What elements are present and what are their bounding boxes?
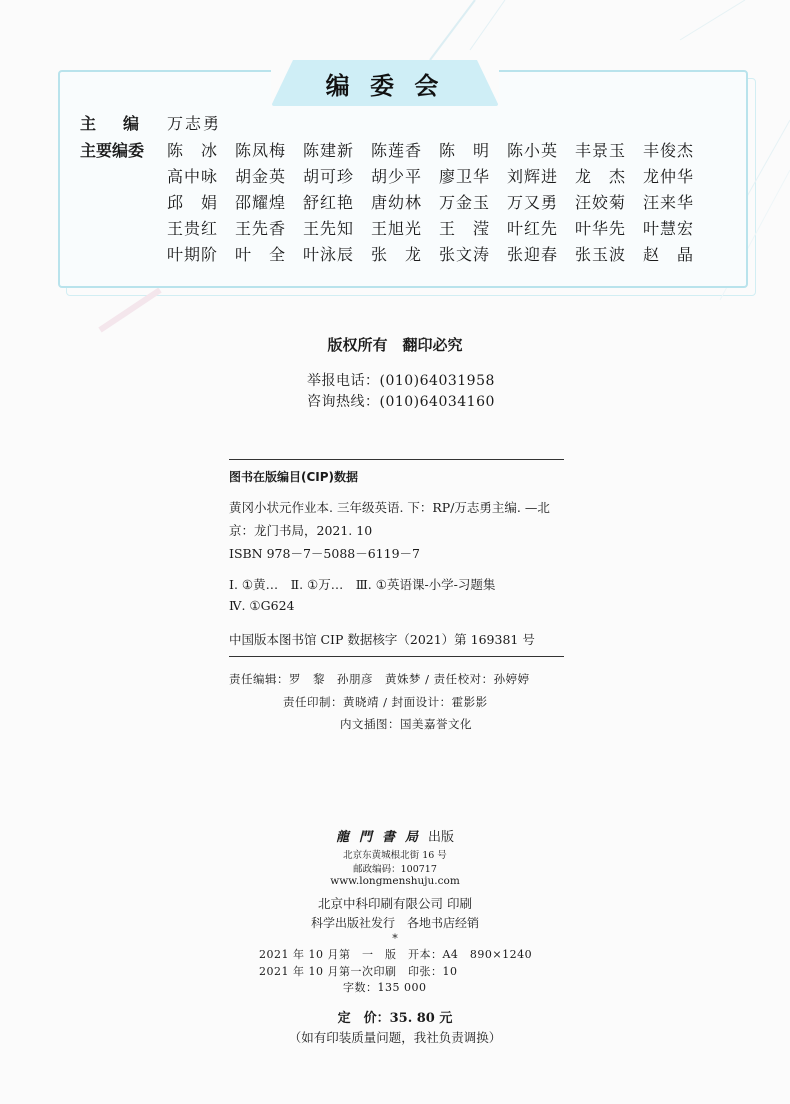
member-name: 张文涛 bbox=[439, 245, 491, 264]
member-name: 廖卫华 bbox=[439, 167, 491, 186]
credit-line: 责任印制：黄晓靖 / 封面设计：霍影影 bbox=[283, 695, 488, 709]
member-name: 丰景玉 bbox=[575, 141, 627, 160]
member-name: 王贵红 bbox=[167, 219, 219, 238]
cip-top-rule bbox=[229, 459, 564, 460]
member-name: 邵耀煌 bbox=[235, 193, 287, 212]
member-name: 陈建新 bbox=[303, 141, 355, 160]
member-name: 胡金英 bbox=[235, 167, 287, 186]
member-name: 唐幼林 bbox=[371, 193, 423, 212]
member-name: 汪来华 bbox=[643, 193, 695, 212]
publisher-website: www.longmenshuju.com bbox=[330, 875, 460, 887]
members-grid bbox=[167, 138, 707, 268]
member-name: 胡少平 bbox=[371, 167, 423, 186]
member-name: 叶华先 bbox=[575, 219, 627, 238]
member-name: 张迎春 bbox=[507, 245, 559, 264]
members-label: 主要编委 bbox=[80, 141, 145, 160]
printer: 北京中科印刷有限公司 印刷 bbox=[318, 896, 472, 911]
credit-line: 责任编辑：罗 黎 孙朋彦 黄姝梦 / 责任校对：孙婷婷 bbox=[229, 672, 530, 686]
member-name: 龙仲华 bbox=[643, 167, 695, 186]
member-name: 陈 冰 bbox=[167, 141, 219, 160]
member-name: 王先知 bbox=[303, 219, 355, 238]
member-name: 王 滢 bbox=[439, 219, 491, 238]
cip-line: 京：龙门书局，2021. 10 bbox=[229, 523, 373, 538]
member-name: 万又勇 bbox=[507, 193, 559, 212]
publisher-line bbox=[0, 826, 790, 845]
member-name: 陈莲香 bbox=[371, 141, 423, 160]
chief-editor-name: 万志勇 bbox=[167, 114, 222, 133]
member-name: 张 龙 bbox=[371, 245, 423, 264]
member-name: 丰俊杰 bbox=[643, 141, 695, 160]
member-name: 叶慧宏 bbox=[643, 219, 695, 238]
copyright-notice: 版权所有 翻印必究 bbox=[327, 336, 463, 354]
cip-heading: 图书在版编目(CIP)数据 bbox=[229, 470, 359, 484]
member-name: 王旭光 bbox=[371, 219, 423, 238]
publisher-address: 北京东黄城根北街 16 号 bbox=[343, 850, 447, 861]
distribution: 科学出版社发行 各地书店经销 bbox=[310, 916, 479, 930]
cip-line: 黄冈小状元作业本. 三年级英语. 下：RP/万志勇主编. —北 bbox=[229, 500, 550, 515]
cip-line: ISBN 978－7－5088－6119－7 bbox=[229, 546, 420, 561]
credit-line: 内文插图：国美嘉誉文化 bbox=[340, 717, 472, 731]
member-name: 王先香 bbox=[235, 219, 287, 238]
quality-note: （如有印装质量问题，我社负责调换） bbox=[288, 1030, 502, 1045]
member-name: 张玉波 bbox=[575, 245, 627, 264]
hotline: 咨询热线：(010)64034160 bbox=[307, 394, 495, 410]
member-name: 陈凤梅 bbox=[235, 141, 287, 160]
member-name: 叶红先 bbox=[507, 219, 559, 238]
cip-line: Ⅰ. ①黄… Ⅱ. ①万… Ⅲ. ①英语课-小学-习题集 bbox=[229, 577, 496, 592]
member-name: 邱 娟 bbox=[167, 193, 219, 212]
cip-line: 中国版本图书馆 CIP 数据核字（2021）第 169381 号 bbox=[229, 632, 535, 647]
member-name: 赵 晶 bbox=[643, 245, 695, 264]
member-name: 万金玉 bbox=[439, 193, 491, 212]
editorial-board-tab bbox=[272, 60, 498, 106]
editorial-board-title: 编 委 会 bbox=[325, 71, 445, 100]
member-name: 胡可珍 bbox=[303, 167, 355, 186]
member-name: 陈小英 bbox=[507, 141, 559, 160]
member-name: 叶泳辰 bbox=[303, 245, 355, 264]
member-name: 舒红艳 bbox=[303, 193, 355, 212]
separator-star: * bbox=[392, 932, 398, 945]
member-name: 叶 全 bbox=[235, 245, 287, 264]
member-name: 陈 明 bbox=[439, 141, 491, 160]
report-phone: 举报电话：(010)64031958 bbox=[307, 373, 495, 389]
price: 定 价：35. 80 元 bbox=[337, 1011, 453, 1026]
publisher-suffix: 出版 bbox=[428, 830, 455, 845]
cip-line: Ⅳ. ①G624 bbox=[229, 598, 295, 613]
member-name: 龙 杰 bbox=[575, 167, 627, 186]
chief-editor-label: 主编 bbox=[80, 114, 167, 133]
member-name: 叶期阶 bbox=[167, 245, 219, 264]
word-count: 字数：135 000 bbox=[343, 981, 427, 994]
edition-info: 2021 年 10 月第 一 版 开本：A4 890×1240 bbox=[259, 948, 533, 961]
publisher-logo: 龍門書局 bbox=[335, 830, 428, 845]
printing-info: 2021 年 10 月第一次印刷 印张：10 bbox=[259, 965, 458, 978]
member-name: 高中咏 bbox=[167, 167, 219, 186]
publisher-postcode: 邮政编码：100717 bbox=[353, 864, 437, 875]
member-name: 刘辉进 bbox=[507, 167, 559, 186]
member-name: 汪姣菊 bbox=[575, 193, 627, 212]
cip-bottom-rule bbox=[229, 656, 564, 657]
